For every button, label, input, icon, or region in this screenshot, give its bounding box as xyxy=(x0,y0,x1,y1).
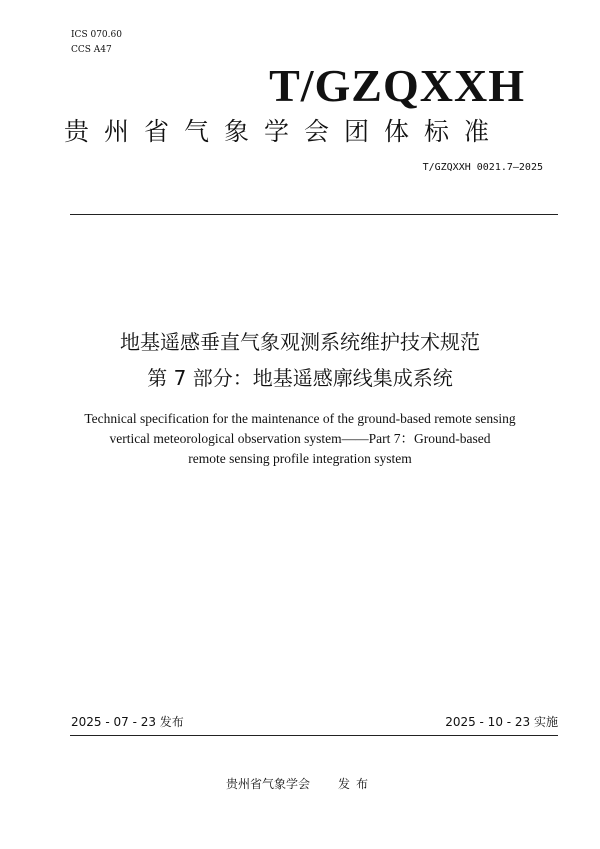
title-english-line-2: vertical meteorological observation system——Part 7：Ground-based xyxy=(109,431,491,446)
implement-date: 2025 - 10 - 23 实施 xyxy=(445,715,558,729)
title-english-line-1: Technical specification for the maintenance of the ground-based remote sensing xyxy=(84,411,516,426)
publish-date: 2025 - 07 - 23 发布 xyxy=(71,715,184,729)
standard-code-logo: T/GZQXXH xyxy=(269,60,525,111)
title-chinese-line-2: 第 7 部分：地基遥感廓线集成系统 xyxy=(147,366,453,390)
ics-code: ICS 070.60 xyxy=(71,30,122,40)
standard-org-name: 贵州省气象学会团体标准 xyxy=(64,117,505,146)
title-english-line-3: remote sensing profile integration system xyxy=(188,451,412,466)
title-chinese-line-1: 地基遥感垂直气象观测系统维护技术规范 xyxy=(120,330,480,354)
document-number: T/GZQXXH 0021.7—2025 xyxy=(422,162,543,173)
top-divider xyxy=(70,214,558,215)
issuer-name: 贵州省气象学会 xyxy=(225,777,310,791)
issuer-line xyxy=(0,776,600,792)
ccs-code: CCS A47 xyxy=(71,45,112,55)
issuer-action: 发布 xyxy=(338,777,375,791)
bottom-divider xyxy=(70,735,558,736)
